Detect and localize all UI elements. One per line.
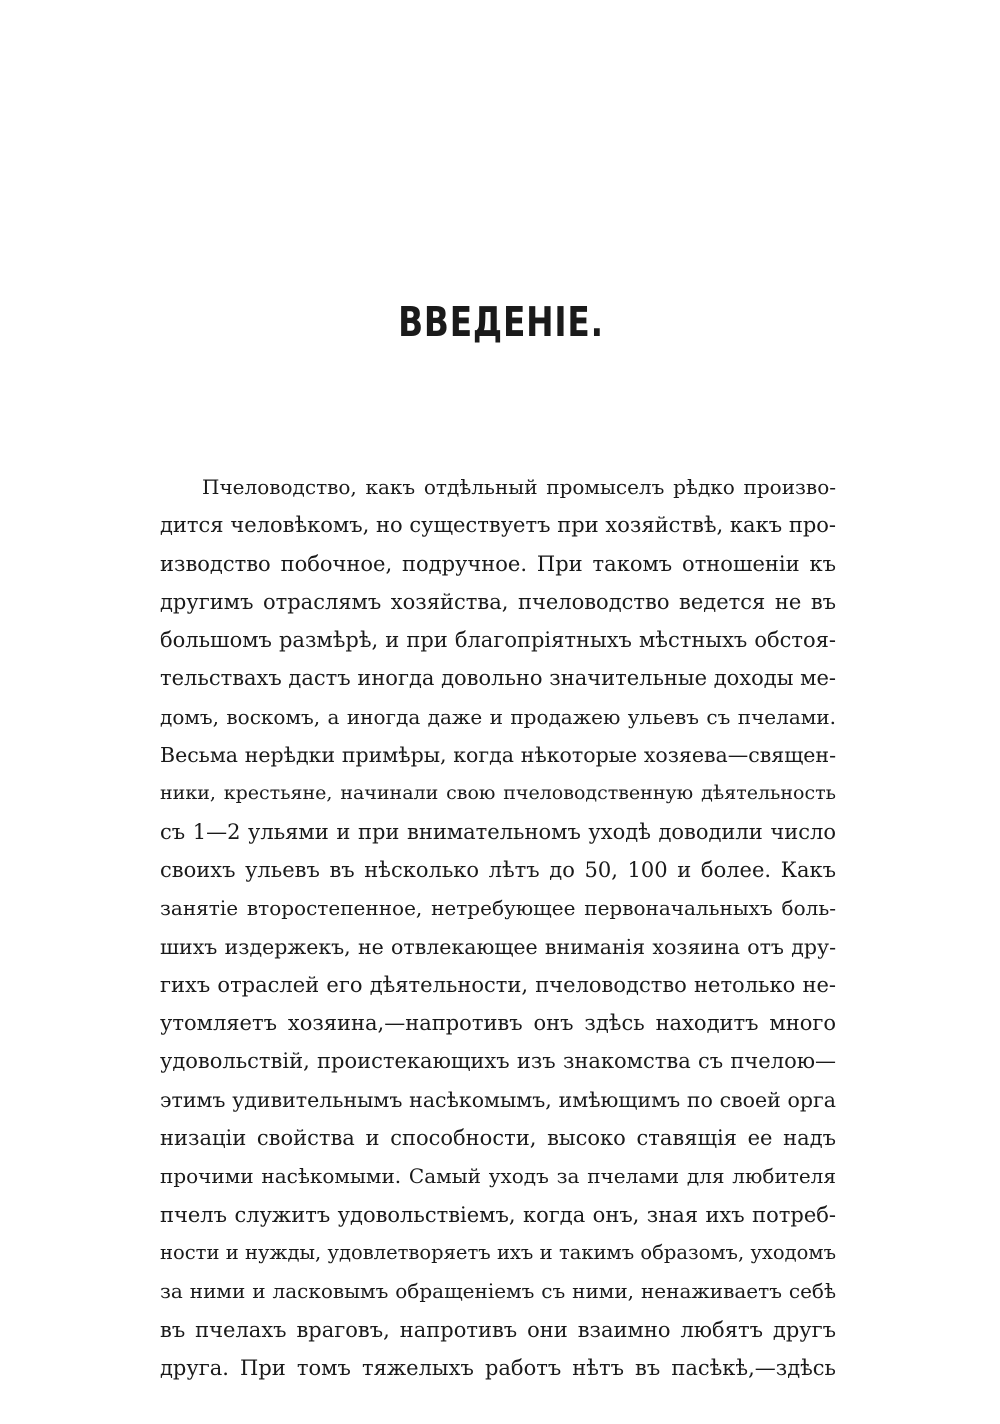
text-line: друга. При томъ тяжелыхъ работъ нѣтъ въ пасѣкѣ,—здѣсь bbox=[160, 1355, 836, 1380]
text-line: домъ, воскомъ, а иногда даже и продажею ульевъ съ пчелами. bbox=[160, 704, 836, 729]
text-line: занятіе второстепенное, нетребующее первоначальныхъ боль- bbox=[160, 896, 836, 921]
text-line: Пчеловодство, какъ отдѣльный промыселъ рѣдко произво- bbox=[202, 475, 836, 499]
text-line: за ними и ласковымъ обращеніемъ съ ними, ненаживаетъ себѣ bbox=[160, 1279, 836, 1304]
text-line: ники, крестьяне, начинали свою пчеловодственную дѣятельность bbox=[160, 782, 836, 805]
text-line: шихъ издержекъ, не отвлекающее вниманія хозяина отъ дру- bbox=[160, 934, 836, 959]
text-line: низаціи свойства и способности, высоко ставящія ее надъ bbox=[160, 1126, 836, 1151]
text-line: въ пчелахъ враговъ, напротивъ они взаимно любятъ другъ bbox=[160, 1317, 836, 1342]
text-line: своихъ ульевъ въ нѣсколько лѣтъ до 50, 100 и более. Какъ bbox=[160, 857, 836, 882]
text-line: ности и нужды, удовлетворяетъ ихъ и такимъ образомъ, уходомъ bbox=[160, 1240, 836, 1264]
text-line: прочими насѣкомыми. Самый уходъ за пчелами для любителя bbox=[160, 1164, 836, 1189]
text-line: утомляетъ хозяина,—напротивъ онъ здѣсь находитъ много bbox=[160, 1011, 836, 1036]
text-line: Весьма нерѣдки примѣры, когда нѣкоторые хозяева—священ- bbox=[160, 743, 836, 768]
text-line: пчелъ служитъ удовольствіемъ, когда онъ, зная ихъ потреб- bbox=[160, 1202, 836, 1227]
chapter-heading: ВВЕДЕНІЕ. bbox=[398, 298, 604, 346]
text-line: другимъ отраслямъ хозяйства, пчеловодство ведется не въ bbox=[160, 589, 836, 614]
text-line: этимъ удивительнымъ насѣкомымъ, имѣющимъ по своей орга bbox=[160, 1087, 836, 1112]
text-line: большомъ размѣрѣ, и при благопріятныхъ мѣстныхъ обстоя- bbox=[160, 628, 836, 653]
text-line: тельствахъ дастъ иногда довольно значительные доходы ме- bbox=[160, 666, 836, 691]
body-paragraph bbox=[160, 468, 836, 1387]
text-line: гихъ отраслей его дѣятельности, пчеловодство нетолько не- bbox=[160, 972, 836, 997]
text-line: изводство побочное, подручное. При такомъ отношеніи къ bbox=[160, 551, 836, 576]
text-line: удовольствій, проистекающихъ изъ знакомства съ пчелою— bbox=[160, 1049, 836, 1074]
text-line: дится человѣкомъ, но существуетъ при хозяйствѣ, какъ про- bbox=[160, 513, 836, 538]
text-line: съ 1—2 ульями и при внимательномъ уходѣ доводили число bbox=[160, 819, 836, 844]
